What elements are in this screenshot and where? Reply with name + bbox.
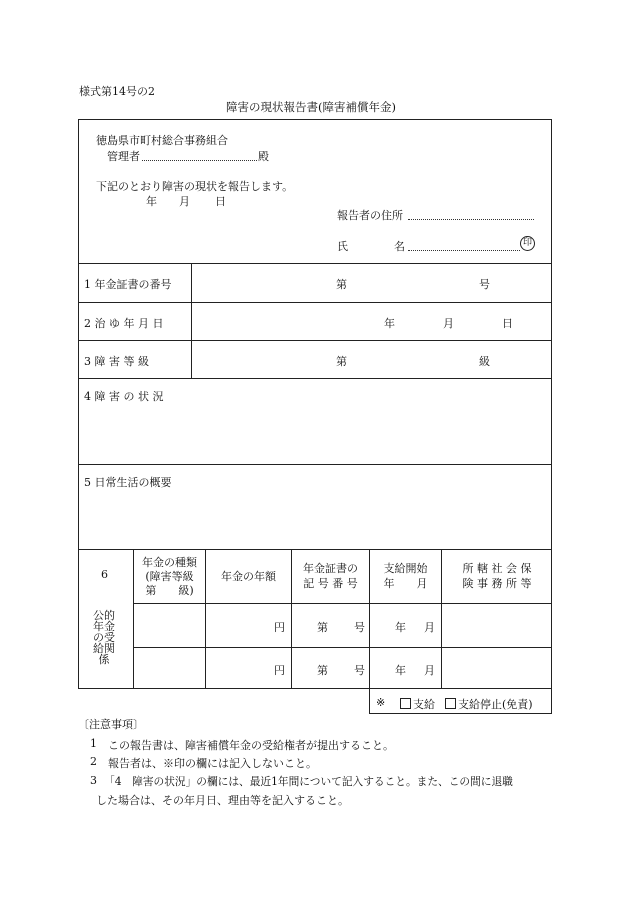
option-pay-label: 支給 [413, 698, 435, 711]
row-divider [78, 549, 552, 550]
reporter-name-field[interactable] [408, 250, 520, 251]
option-stop[interactable] [445, 696, 533, 712]
row1-go: 号 [354, 621, 365, 634]
pension-row-divider [133, 603, 552, 604]
row-divider [78, 263, 552, 264]
reporter-name-label-1: 氏 [337, 240, 348, 253]
reporter-name-label-2: 名 [394, 240, 405, 253]
pension-cert-go: 号 [479, 278, 490, 291]
header-type-1: 年金の種類 [142, 556, 197, 569]
row-divider [78, 464, 552, 465]
date-day: 日 [215, 195, 226, 208]
grade-kyu: 級 [479, 355, 490, 368]
note-3-text: 「4 障害の状況」の欄には、最近1年間について記入すること。また、この間に退職 [104, 775, 513, 788]
grade-dai: 第 [336, 355, 347, 368]
date-month: 月 [179, 195, 190, 208]
daily-life-label: 5 日常生活の概要 [84, 476, 172, 489]
healed-date-year: 年 [384, 317, 395, 330]
option-pay[interactable] [400, 696, 435, 712]
note-3-continuation: した場合は、その年月日、理由等を記入すること。 [96, 794, 349, 807]
header-amount: 年金の年額 [221, 570, 276, 583]
row2-yen: 円 [274, 664, 285, 677]
seal-icon: 印 [520, 236, 535, 251]
row-divider [78, 340, 552, 341]
condition-label: 4 障 害 の 状 況 [84, 390, 164, 403]
healed-date-label: 2 治 ゆ 年 月 日 [84, 317, 164, 330]
header-cert-1: 年金証書の [303, 562, 358, 575]
pension-row-divider [133, 647, 552, 648]
checkbox-icon[interactable] [400, 698, 411, 709]
reporter-address-label: 報告者の住所 [337, 209, 403, 222]
header-start-2: 年 月 [383, 577, 428, 590]
addressee-org: 徳島県市町村総合事務組合 [96, 134, 228, 147]
header-type-3: 第 級) [145, 584, 194, 597]
reporter-address-field[interactable] [408, 219, 534, 220]
note-2-text: 報告者は、※印の欄には記入しないこと。 [108, 757, 317, 770]
intro-text: 下記のとおり障害の現状を報告します。 [96, 180, 294, 193]
header-start-1: 支給開始 [383, 562, 428, 575]
header-type-2: (障害等級 [145, 570, 194, 583]
healed-date-month: 月 [443, 317, 454, 330]
checkbox-icon[interactable] [445, 698, 456, 709]
form-number: 様式第14号の2 [79, 85, 155, 98]
row-divider [78, 302, 552, 303]
pension-cert-label: 1 年金証書の番号 [84, 278, 172, 291]
option-stop-label: 支給停止(免責) [458, 698, 533, 711]
row1-year: 年 [395, 621, 406, 634]
label-divider [191, 263, 192, 378]
pension-cert-dai: 第 [336, 278, 347, 291]
row-divider [78, 378, 552, 379]
note-1-no: 1 [90, 737, 97, 750]
row2-dai: 第 [317, 664, 328, 677]
row2-month: 月 [424, 664, 435, 677]
header-cert-2: 記 号 番 号 [303, 577, 358, 590]
page-title: 障害の現状報告書(障害補償年金) [226, 100, 396, 114]
dono-label: 殿 [258, 150, 269, 163]
row1-dai: 第 [317, 621, 328, 634]
row2-go: 号 [354, 664, 365, 677]
header-office-2: 険 事 務 所 等 [462, 577, 532, 590]
note-3-no: 3 [90, 774, 97, 787]
pension-side-label: 公的年金の受給関係 [93, 609, 115, 666]
row2-year: 年 [395, 664, 406, 677]
header-office-1: 所 轄 社 会 保 [462, 562, 532, 575]
manager-label: 管理者 [107, 150, 140, 163]
office-use-mark: ※ [376, 696, 386, 709]
grade-label: 3 障 害 等 級 [84, 355, 149, 368]
manager-name-field[interactable] [142, 160, 257, 161]
row1-yen: 円 [274, 621, 285, 634]
note-1-text: この報告書は、障害補償年金の受給権者が提出すること。 [108, 739, 394, 752]
date-year: 年 [146, 195, 157, 208]
pension-section-number: 6 [101, 568, 108, 581]
notes-heading: 〔注意事項〕 [78, 718, 144, 731]
note-2-no: 2 [90, 755, 97, 768]
healed-date-day: 日 [502, 317, 513, 330]
row1-month: 月 [424, 621, 435, 634]
